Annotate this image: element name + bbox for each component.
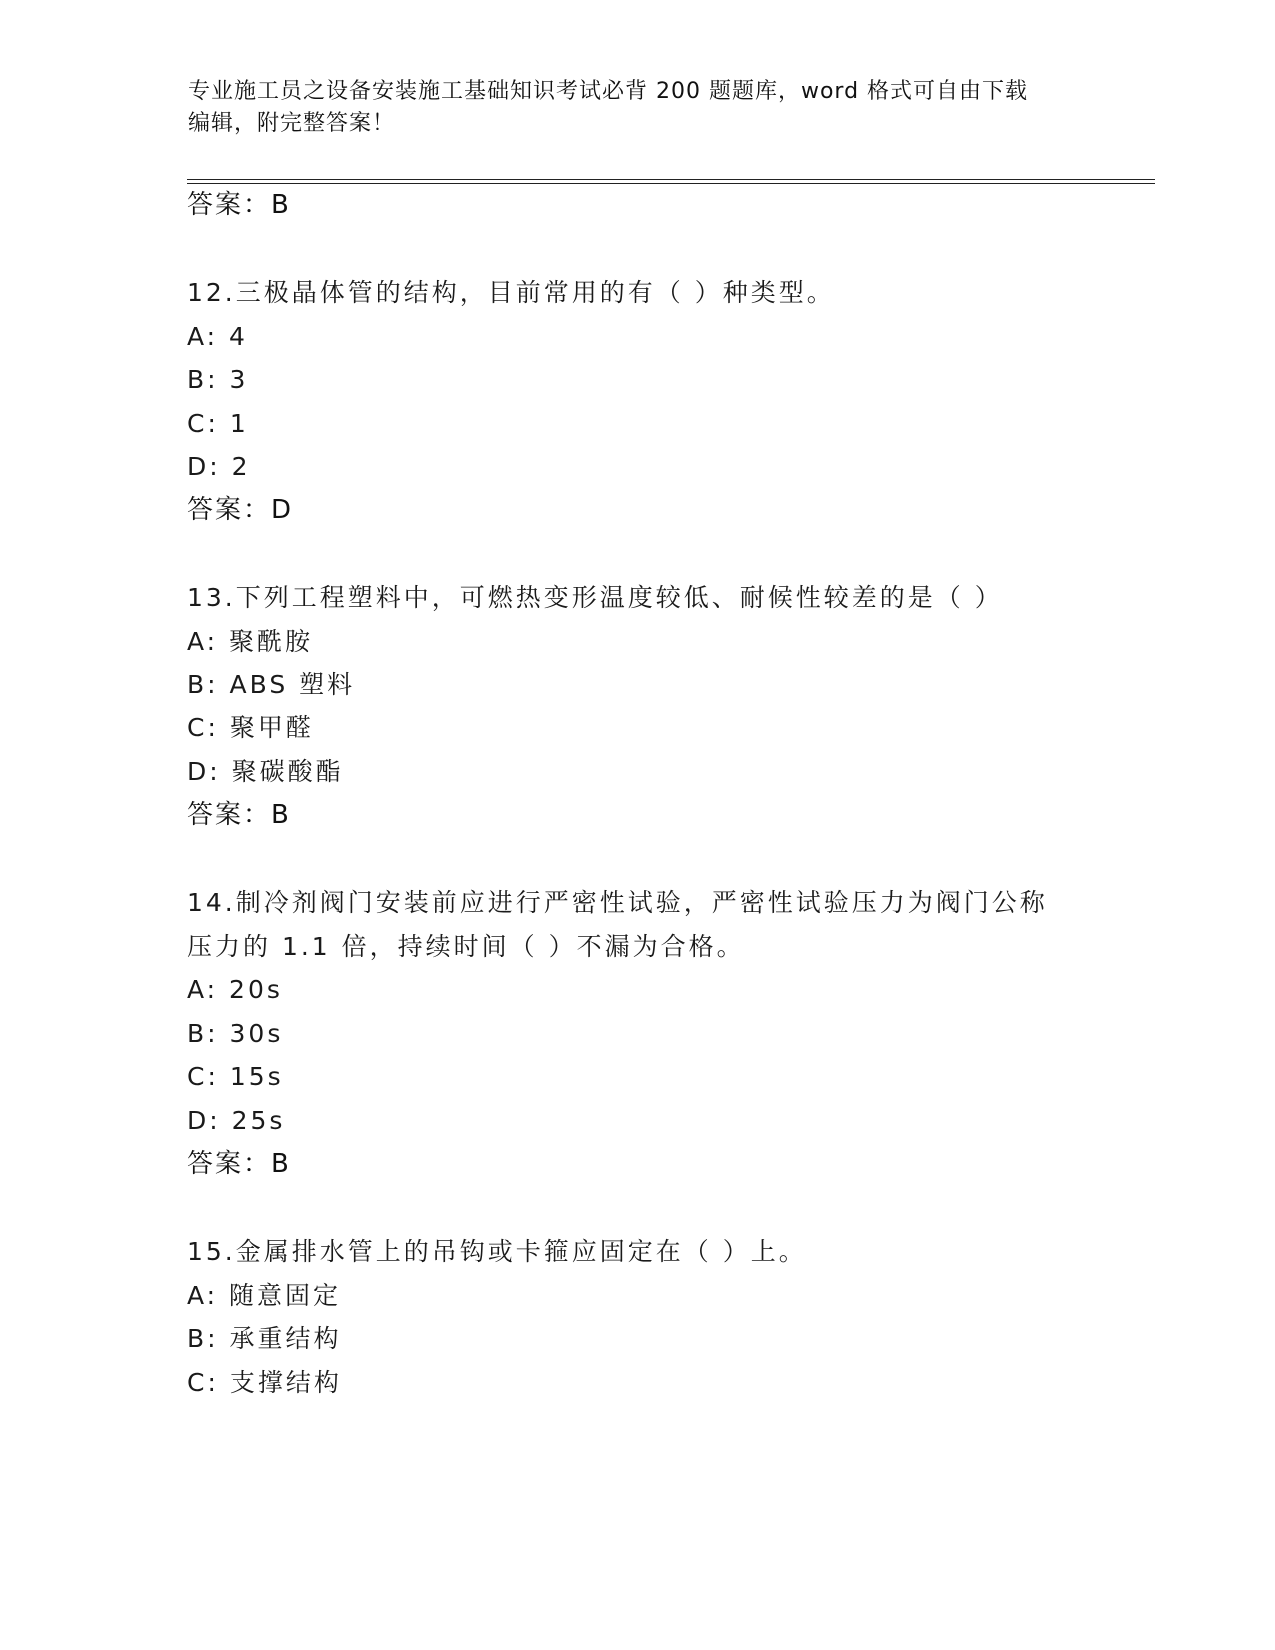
question-14-stem-line-1: 14.制冷剂阀门安装前应进行严密性试验，严密性试验压力为阀门公称 bbox=[187, 888, 1048, 917]
header-line-2: 编辑，附完整答案！ bbox=[188, 111, 396, 136]
question-13-option-d: D: 聚碳酸酯 bbox=[187, 757, 344, 786]
question-14-option-d: D: 25s bbox=[187, 1106, 286, 1135]
question-14-stem-line-2: 压力的 1.1 倍，持续时间（ ）不漏为合格。 bbox=[187, 932, 745, 961]
question-15-option-c: C: 支撑结构 bbox=[187, 1368, 342, 1397]
question-12-option-b: B: 3 bbox=[187, 365, 249, 394]
question-12-option-c: C: 1 bbox=[187, 409, 249, 438]
question-12-stem: 12.三极晶体管的结构，目前常用的有（ ）种类型。 bbox=[187, 278, 835, 307]
question-12-answer: 答案：D bbox=[187, 495, 294, 525]
header-line-1: 专业施工员之设备安装施工基础知识考试必背 200 题题库，word 格式可自由下载 bbox=[188, 79, 1029, 104]
question-13-stem: 13.下列工程塑料中，可燃热变形温度较低、耐候性较差的是（ ） bbox=[187, 583, 1003, 612]
question-14-answer: 答案：B bbox=[187, 1149, 291, 1179]
answer-11: 答案：B bbox=[187, 190, 291, 220]
header-divider bbox=[187, 179, 1155, 184]
question-13-option-b: B: ABS 塑料 bbox=[187, 670, 356, 699]
question-12-option-d: D: 2 bbox=[187, 452, 251, 481]
question-14-option-a: A: 20s bbox=[187, 975, 283, 1004]
question-13-option-a: A: 聚酰胺 bbox=[187, 627, 314, 656]
question-15-option-a: A: 随意固定 bbox=[187, 1281, 342, 1310]
question-14-option-b: B: 30s bbox=[187, 1019, 284, 1048]
question-13-answer: 答案：B bbox=[187, 800, 291, 830]
question-13-option-c: C: 聚甲醛 bbox=[187, 713, 314, 742]
question-12-option-a: A: 4 bbox=[187, 322, 248, 351]
document-header bbox=[188, 76, 1088, 140]
question-15-option-b: B: 承重结构 bbox=[187, 1324, 342, 1353]
question-14-option-c: C: 15s bbox=[187, 1062, 284, 1091]
question-15-stem: 15.金属排水管上的吊钩或卡箍应固定在（ ）上。 bbox=[187, 1237, 807, 1266]
